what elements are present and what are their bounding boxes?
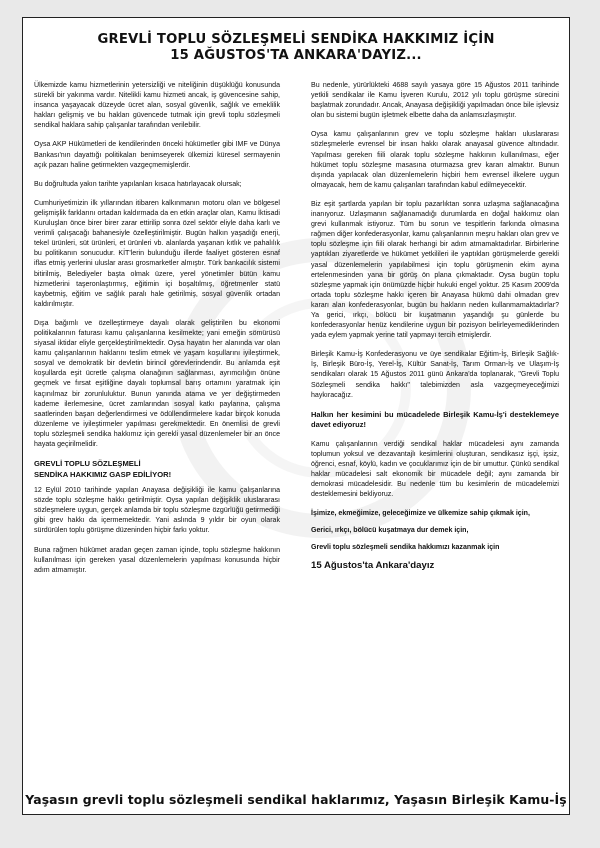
- page-title: [23, 32, 569, 64]
- paragraph: 12 Eylül 2010 tarihinde yapılan Anayasa değişikliği ile kamu çalışanlarına sözde toplu sözleşme hakkı getirilmiştir. Oysa yapılan değişiklik uluslararası sözleşmelere uygun, gerçek anlamda bir toplu sözleşme özgürlüğü getirmediği gibi grev hakkı da içermemektedir. Yani aslında 9 yıldır bir oyun olarak sürdürülen toplu görüşme düzeninden hiçbir farkı yoktur.: [34, 487, 280, 535]
- paragraph: Ülkemizde kamu hizmetlerinin yetersizliği ve niteliğinin düşüklüğü konusunda sürekli bir yakınma vardır. Nitelikli kamu hizmeti ancak, iş güvencesine sahip, insanca yaşayacak düzeyde ücret alan, sosyal güvenlik, sağlık ve emeklilik hakları gelişmiş ve bu hakları güvencede tutmak için grevli toplu sözleşmeli sendikal haklara sahip çalışanlar tarafından verilebilir.: [34, 82, 280, 130]
- title-line-2: 15 AĞUSTOS'TA ANKARA'DAYIZ...: [170, 48, 422, 63]
- footer-slogan: Yaşasın grevli toplu sözleşmeli sendikal haklarımız, Yaşasın Birleşik Kamu-İş: [25, 792, 567, 807]
- paragraph: Buna rağmen hükümet aradan geçen zaman içinde, toplu sözleşme hakkının kullanılması için gereken yasal düzenlemelerin yapılması konusunda hiçbir adım atmamıştır.: [34, 546, 280, 574]
- call-to-action: Halkın her kesimini bu mücadelede Birleşik Kamu-İş'i desteklemeye davet ediyoruz!: [311, 409, 559, 430]
- subheading-line-2: SENDİKA HAKKIMIZ GASP EDİLİYOR!: [34, 469, 172, 479]
- closing-line: 15 Ağustos'ta Ankara'dayız: [311, 560, 435, 572]
- paragraph: Cumhuriyetimizin ilk yıllarından itibaren kalkınmanın motoru olan ve bölgesel gelişmişlik farklarını ortadan kaldırmada da en etkin araçlar olan, Kamu İktisadi Kuruluşları önce birer birer zarar ettirilip sonra özel sektör eliyle daha karlı ve verimli çalışacağı bahanesiyle özelleştirilmiştir. Bugün halkın yaşadığı enerji, tekel ürünleri, süt ürünleri, et ürünleri vb. alanlarda yaşanan kıtlık ve pahalılık bu politikanın sonucudur. KİT'lerin bulunduğu illerde faaliyet gösteren esnaf iflas etmiş yerlerini uluslar arası grosmarketler almıştır. Türk bankacılık sistemi bitirilmiş, Belediyeler başta olmak üzere, yerel yönetimler bütün kamu hizmetlerini taşeronlaştırmış, eğitimin içi boşaltılmış, öğretmenler statü kaybetmiş, eğitim ve sağlık paralı hale getirilmiş, sosyal güvenlik ortadan kaldırılmıştır.: [34, 199, 280, 308]
- statement: İşimize, ekmeğimize, geleceğimize ve ülkemize sahip çıkmak için,: [311, 510, 530, 518]
- paragraph: Dışa bağımlı ve özelleştirmeye dayalı olarak geliştirilen bu ekonomi politikalarının faturası kamu çalışanlarına kesilmekte; yani emeğin sömürüsü siyasal iktidar eliyle gerçekleştirilmektedir. Oysa hayatın her alanında var olan kamu çalışanlarının haklarını teslim etmek ve yaşam koşullarını iyileştirmek, sosyal ve demokratik bir devletin birincil görevlerindendir. Bu anlamda eşit koşullarda eşit ücretle çalışma olanağının sağlanması, ayrımcılığın önüne geçmek ve fırsat eşitliğine dayalı toplumsal barış ortamını yaratmak için kaçınılmaz bir zorunluluktur. Bunun yanında atama ve yer değiştirmeden kademe ilerlemesine, ücret zamlarından sosyal katkı paylarına, çalışma saatlerinden başarı değerlendirmesi ve ödüllendirmelere kadar birçok konuda düzenleme ve iyileştirmeler yapılması gerekmektedir. En önemlisi de grevli toplu sözleşmeli sendika hakkımız için gerekli yasal düzenlemeler bir an önce hayata geçirilmelidir.: [34, 319, 280, 448]
- leaflet-page: [22, 17, 570, 815]
- section-subheading: [34, 459, 280, 480]
- paragraph: Oysa AKP Hükümetleri de kendilerinden önceki hükümetler gibi IMF ve Dünya Bankası'nın dayattığı politikaları benimseyerek ülkemizi küresel sermayenin açık pazarı haline getirmekten vazgeçmemişlerdir.: [34, 141, 280, 169]
- paragraph: Birleşik Kamu-İş Konfederasyonu ve üye sendikalar Eğitim-İş, Birleşik Sağlık-İş, Birleşik Büro-İş, Yerel-İş, Kültür Sanat-İş, Tarım Orman-İş ve Ulaşım-İş sendikaları olarak 15 Ağustos 2011 günü Ankara'da toplanarak, "Grevli Toplu Sözleşmeli sendika hakkı" talebimizden asla vazgeçmeyeceğimizi haykıracağız.: [311, 351, 559, 399]
- paragraph: Bu nedenle, yürürlükteki 4688 sayılı yasaya göre 15 Ağustos 2011 tarihinde yetkili sendikalar ile Kamu İşveren Kurulu, 2012 yılı toplu görüşme sürecini başlatmak zorundadır. Ancak, Anayasa değişikliği yapılmadan önce bile işlevsiz olan bu sistemi bugün işletmek elbette daha da anlamsızlaşmıştır.: [311, 82, 559, 120]
- paragraph: Bu doğrultuda yakın tarihte yapılanları kısaca hatırlayacak olursak;: [34, 180, 242, 188]
- paragraph: Biz eşit şartlarda yapılan bir toplu pazarlıktan sonra uzlaşma sağlanacağına inanıyoruz. Uzlaşmanın sağlanamadığı durumlarda en doğal hakkımız olan grevi kullanmak istiyoruz. Tüm bu sorun ve tespitlerin farkında olmasına rağmen diğer konfederasyonlar, kamu çalışanlarının meşru hakları olan grev ve toplu sözleşme için fiili olarak herhangi bir adım atmamaktadırlar. Birbirlerine yaptıkları ziyaretlerde ve hükümet yetkilileri ile yaptıkları görüşmelerde gerekli yasal düzenlemelerin yapılabilmesi için toplu görüşmenin ekim ayına ertelenmesinden yana bir görüş ön plana çıkmaktadır. Oysa bugün toplu sözleşme yapmak için önümüzde hiçbir hukuki engel yoktur. 25 Kasım 2009'da ortada toplu sözleşme hakkı içeren bir Anayasa hükmü dahi olmadan grev kararı alan konfederasyonlar, bugün bu hakların neden kullanmamaktadırlar? Ya gerici, ırkçı, bölücü bir kuşatmanın yaşandığı şu günlerde bu konfederasyonlar henüz kendilerine uygun bir pozisyon belirleyemediklerinden yada eylem yapmak yerine tatil yapmayı tercih etmişlerdir.: [311, 200, 559, 340]
- statement: Grevli toplu sözleşmeli sendika hakkımızı kazanmak için: [311, 544, 500, 552]
- paragraph: Oysa kamu çalışanlarının grev ve toplu sözleşme hakları uluslararası sözleşmelerle evrensel bir insan hakkı olarak anayasal güvence altındadır. Yapılması gereken fiili olarak toplu sözleşme hakkının kullanılması, eğer hükümet toplu sözleşme masasına oturmazsa grev kararı almaktır. Bunun dışında yapılacak olan düzenlemelerin hiçbiri hem evrensel ilkelere uygun olmayacak, hem de kamu çalışanları tarafından kabul edilmeyecektir.: [311, 131, 559, 189]
- title-line-1: GREVLİ TOPLU SÖZLEŞMELİ SENDİKA HAKKIMIZ İÇİN: [97, 32, 495, 47]
- statement: Gerici, ırkçı, bölücü kuşatmaya dur demek için,: [311, 527, 469, 535]
- left-column: [34, 81, 280, 585]
- paragraph: Kamu çalışanlarının verdiği sendikal haklar mücadelesi aynı zamanda toplumun yoksul ve dezavantajlı kesimlerini oluşturan, sendikasız işçi, işsiz, öğrenci, esnaf, köylü, kadın ve çocuklarımız için de bir umuttur. Çünkü sendikal haklar mücadelesi salt ekonomik bir mücadele değil; aynı zamanda bir demokrasi mücadelesidir. Bu nedenle tüm bu kesimlerin de mücadelemizi desteklemesini bekliyoruz.: [311, 440, 559, 498]
- right-column: [311, 81, 559, 572]
- subheading-line-1: GREVLİ TOPLU SÖZLEŞMELİ: [34, 459, 141, 469]
